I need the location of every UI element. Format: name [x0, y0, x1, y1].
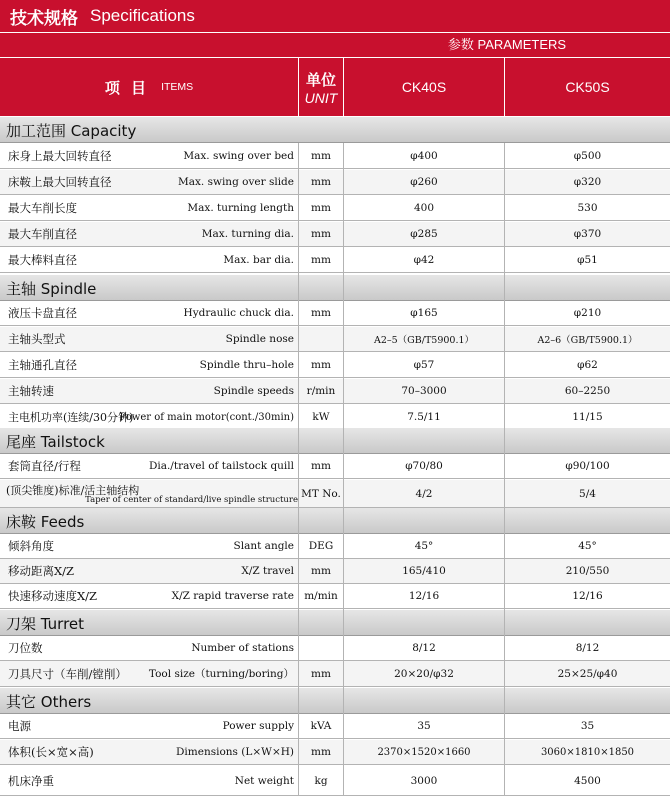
row-value-ck40s: 12/16	[408, 590, 440, 602]
row-label-en: Dia./travel of tailstock quill	[148, 460, 294, 472]
row-value-ck50s: φ51	[577, 254, 598, 266]
header-divider	[343, 58, 344, 116]
row-unit: mm	[311, 228, 331, 240]
table-row	[0, 301, 670, 326]
table-row	[0, 353, 670, 378]
row-value-ck50s: 4500	[574, 774, 601, 787]
row-label-zh: 液压卡盘直径	[8, 306, 77, 320]
row-value-ck40s: 7.5/11	[407, 411, 441, 423]
row-value-ck40s: 2370×1520×1660	[377, 746, 471, 758]
row-label-zh: 最大车削直径	[8, 227, 77, 241]
row-label-zh: 床鞍上最大回转直径	[8, 175, 112, 189]
row-label-zh: 床身上最大回转直径	[8, 149, 112, 163]
row-value-ck40s: φ400	[410, 150, 438, 162]
row-value-ck40s: 4/2	[415, 487, 433, 500]
row-value-ck50s: φ500	[573, 150, 602, 162]
row-value-ck50s: 12/16	[572, 590, 603, 602]
row-value-ck40s: φ260	[410, 176, 438, 188]
row-unit: mm	[311, 565, 331, 577]
row-label-en: Max. swing over slide	[177, 176, 294, 188]
row-value-ck40s: φ70/80	[405, 460, 443, 472]
model-header-2: CK50S	[565, 79, 610, 95]
row-value-ck40s: φ57	[413, 359, 435, 371]
row-unit: DEG	[308, 540, 334, 552]
table-row	[0, 222, 670, 247]
table-row	[0, 170, 670, 195]
row-value-ck40s: 3000	[410, 774, 438, 787]
column-divider	[343, 143, 344, 796]
row-unit: r/min	[306, 385, 336, 397]
table-row	[0, 144, 670, 169]
row-label-en: Spindle thru–hole	[199, 359, 294, 371]
page-title-en: Specifications	[90, 6, 195, 25]
row-label-zh: 移动距离X/Z	[8, 564, 75, 578]
row-unit: mm	[311, 359, 331, 371]
row-value-ck50s: 35	[580, 720, 595, 732]
row-unit: mm	[311, 202, 331, 214]
unit-header	[299, 58, 343, 116]
row-value-ck50s: φ320	[573, 176, 602, 188]
table-row	[0, 248, 670, 273]
row-unit: kg	[314, 774, 328, 787]
row-value-ck50s: 5/4	[579, 487, 596, 500]
row-value-ck50s: 60–2250	[564, 385, 611, 397]
row-value-ck40s: 8/12	[412, 642, 436, 654]
row-label-en: Taper of center of standard/live spindle structure	[85, 495, 298, 505]
row-label-zh: 体积(长×宽×高)	[8, 745, 94, 759]
model-header-1: CK40S	[401, 79, 447, 95]
row-value-ck50s: 530	[577, 202, 598, 214]
section-title: 其它 Others	[6, 693, 92, 711]
row-label-en: Dimensions (L×W×H)	[176, 746, 294, 758]
row-value-ck50s: A2–6（GB/T5900.1）	[537, 335, 638, 346]
row-label-zh: (顶尖锥度)标准/活主轴结构	[6, 484, 140, 497]
table-row	[0, 405, 670, 430]
row-value-ck50s: φ370	[573, 228, 602, 240]
row-value-ck50s: 45°	[578, 540, 597, 552]
row-label-en: Number of stations	[191, 642, 294, 654]
row-unit: kVA	[310, 720, 332, 732]
row-value-ck50s: 210/550	[565, 565, 610, 577]
row-label-zh: 刀具尺寸（车削/镗削）	[8, 666, 127, 681]
row-unit: mm	[311, 307, 331, 319]
table-row	[0, 480, 670, 508]
column-divider	[298, 143, 299, 796]
row-value-ck50s: 8/12	[575, 642, 600, 654]
row-label-zh: 最大车削长度	[8, 201, 77, 215]
section-spindle	[0, 275, 670, 301]
section-capacity	[0, 117, 670, 143]
row-unit: mm	[311, 460, 331, 472]
table-row	[0, 714, 670, 739]
row-unit: mm	[311, 176, 331, 188]
row-label-en: Spindle nose	[225, 333, 294, 345]
parameters-band	[0, 33, 670, 57]
row-label-en: X/Z rapid traverse rate	[171, 590, 294, 602]
row-unit: m/min	[304, 590, 338, 602]
row-unit: kW	[312, 411, 330, 423]
row-label-zh: 电源	[8, 719, 31, 733]
row-label-zh: 最大棒料直径	[8, 253, 77, 267]
row-value-ck50s: 25×25/φ40	[557, 667, 618, 680]
items-header	[0, 58, 298, 116]
table-row	[0, 454, 670, 479]
table-header	[0, 58, 670, 116]
row-label-en: Hydraulic chuck dia.	[183, 307, 294, 319]
row-value-ck40s: 165/410	[402, 565, 446, 577]
row-value-ck40s: 45°	[414, 540, 434, 552]
row-value-ck50s: 11/15	[572, 411, 603, 423]
row-label-zh: 机床净重	[8, 773, 54, 788]
table-row	[0, 327, 670, 352]
row-label-en: Slant angle	[233, 540, 294, 552]
row-label-zh: 主电机功率(连续/30分钟)	[8, 411, 134, 424]
row-label-en: Power supply	[222, 720, 294, 732]
unit-header-en: UNIT	[304, 89, 338, 106]
table-row	[0, 636, 670, 661]
row-label-en: Max. turning length	[187, 202, 294, 214]
table-row	[0, 534, 670, 559]
row-unit	[299, 636, 343, 660]
table-row	[0, 740, 670, 765]
row-value-ck50s: φ62	[577, 359, 598, 371]
section-feeds	[0, 508, 670, 534]
row-label-en: X/Z travel	[241, 565, 294, 577]
column-divider	[504, 143, 505, 796]
row-value-ck40s: φ165	[410, 307, 438, 319]
items-header-zh: 项 目	[104, 78, 150, 97]
row-label-zh: 套筒直径/行程	[8, 459, 81, 473]
table-row	[0, 661, 670, 687]
section-title: 床鞍 Feeds	[6, 513, 85, 531]
row-label-zh: 主轴通孔直径	[8, 358, 77, 372]
row-value-ck40s: φ42	[413, 254, 435, 266]
row-label-zh: 倾斜角度	[8, 539, 54, 553]
row-value-ck40s: 20×20/φ32	[394, 667, 454, 680]
row-value-ck50s: 3060×1810×1850	[540, 746, 635, 758]
unit-header-zh: 单位	[305, 70, 336, 89]
row-label-zh: 主轴头型式	[8, 332, 66, 346]
row-value-ck40s: 400	[413, 202, 435, 214]
row-label-en: Power of main motor(cont./30min)	[119, 411, 294, 423]
section-title: 加工范围 Capacity	[6, 122, 137, 140]
section-title: 主轴 Spindle	[6, 280, 97, 298]
section-title: 尾座 Tailstock	[6, 433, 105, 451]
row-value-ck40s: 70–3000	[401, 385, 447, 397]
header-divider	[504, 58, 505, 116]
row-label-zh: 快速移动速度X/Z	[8, 589, 98, 603]
section-turret	[0, 610, 670, 636]
row-unit	[299, 327, 343, 351]
table-row	[0, 559, 670, 584]
row-value-ck40s: φ285	[410, 228, 438, 240]
row-value-ck50s: φ90/100	[565, 460, 610, 472]
row-label-en: Max. turning dia.	[201, 228, 294, 240]
row-label-en: Spindle speeds	[213, 385, 294, 397]
row-label-en: Max. swing over bed	[183, 150, 294, 162]
header-divider	[298, 58, 299, 116]
row-unit: mm	[311, 254, 331, 266]
parameters-label: 参数 PARAMETERS	[447, 37, 567, 52]
row-label-zh: 主轴转速	[8, 384, 54, 398]
section-tailstock	[0, 428, 670, 454]
items-header-en: ITEMS	[161, 81, 194, 93]
row-value-ck40s: A2–5（GB/T5900.1）	[373, 335, 475, 346]
row-label-en: Net weight	[234, 774, 294, 787]
row-value-ck50s: φ210	[573, 307, 602, 319]
table-row	[0, 584, 670, 609]
row-label-zh: 刀位数	[8, 641, 43, 655]
row-unit: mm	[311, 667, 331, 680]
section-others	[0, 688, 670, 714]
table-row	[0, 766, 670, 796]
row-unit: mm	[311, 746, 331, 758]
row-unit: mm	[311, 150, 331, 162]
row-label-block	[6, 482, 298, 505]
title-bar	[0, 0, 670, 32]
row-label-en: Tool size（turning/boring）	[148, 668, 294, 680]
row-unit: MT No.	[301, 487, 341, 500]
page-title-zh: 技术规格	[10, 8, 78, 29]
row-value-ck40s: 35	[417, 720, 431, 732]
table-row	[0, 196, 670, 221]
table-row	[0, 379, 670, 404]
row-label-en: Max. bar dia.	[223, 254, 294, 266]
section-title: 刀架 Turret	[6, 615, 85, 633]
